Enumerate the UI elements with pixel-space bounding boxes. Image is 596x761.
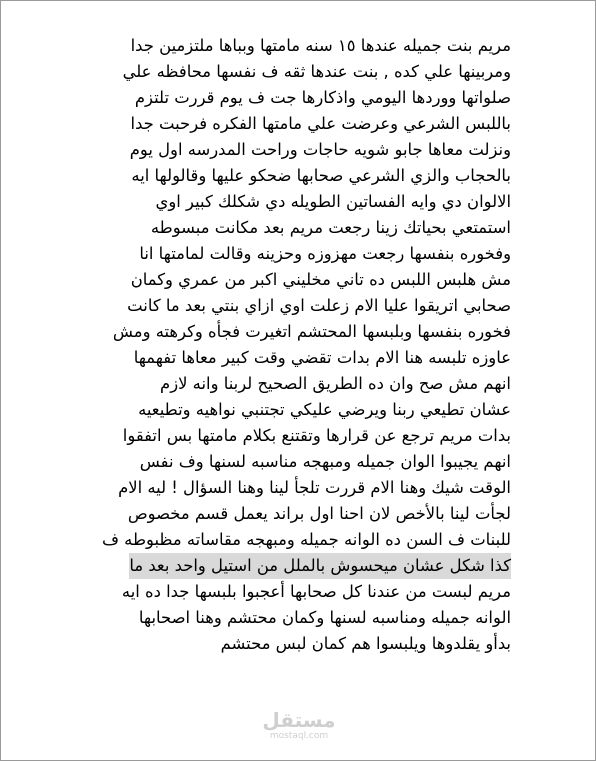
text-line: صحابي اتريقوا عليا الام زعلت اوي ازاي بنتي بعد ما كانت [127, 296, 511, 315]
highlighted-text-line: كذا شكل عشان ميحسوش بالملل من استيل واحد بعد ما [129, 553, 511, 579]
text-line: مريم لبست من عندنا كل صحابها أعجبوا بلبسها جدا ده ايه [121, 582, 511, 601]
text-line: انهم يجيبوا الوان جميله ومبهجه مناسبه لسنها وف نفس [139, 452, 511, 471]
text-line: ونزلت معاها جابو شويه حاجات وراحت المدرسه اول يوم [129, 140, 511, 159]
text-line: عاوزه تلبسه هنا الام بدات تقضي وقت كبير معاها تفهمها [133, 348, 511, 367]
text-line: باللبس الشرعي وعرضت علي مامتها الفكره فرحبت جدا [130, 114, 511, 133]
text-line: الالوان دي وايه الفساتين الطويله دي شكلك كبير اوي [155, 192, 511, 211]
text-line: فخوره بنفسها وبلبسها المحتشم اتغيرت فجأه وكرهته ومش [112, 322, 511, 341]
text-line: الوانه جميله ومناسبه لسنها وكمان محتشم وهنا اصحابها [138, 608, 511, 627]
text-line: عشان تطيعي ربنا ويرضي عليكي تجتنبي نواهيه وتطيعيه [138, 400, 511, 419]
text-line: الوقت شيك وهنا الام قررت تلجأ لينا وهنا السؤال ! ليه الام [118, 478, 511, 497]
text-line: بدأو يقلدوها ويلبسوا هم كمان لبس محتشم [220, 634, 511, 653]
text-line: للبنات ف السن ده الوانه جميله ومبهجه مقاساته مظبوطه ف [101, 530, 511, 549]
text-line: لجأت لينا بالأخص لان احنا اول براند يعمل قسم مخصوص [127, 504, 511, 523]
watermark-logo: مستقل [262, 708, 336, 732]
mostaql-watermark [259, 709, 339, 742]
text-line: بالحجاب والزي الشرعي صحابها ضحكو عليها وقالولها ايه [131, 166, 511, 185]
watermark-domain: mostaql.com [269, 731, 329, 741]
text-line: استمتعي بحياتك زينا رجعت مريم بعد مكانت مبسوطه [150, 218, 511, 237]
text-line: صلواتها ووردها اليومي واذكارها جت ف يوم قررت تلتزم [134, 88, 511, 107]
text-line: ومربينها علي كده , بنت عندها ثقه ف نفسها محافظه علي [122, 62, 511, 81]
text-line: مريم بنت جميله عندها ١٥ سنه مامتها وبباها ملتزمين جدا [130, 36, 511, 55]
text-line: مش هلبس اللبس ده تاني مخليني اكبر من عمري وكمان [130, 270, 511, 289]
text-line: وفخوره بنفسها رجعت مهزوزه وحزينه وقالت لمامتها انا [139, 244, 511, 263]
text-line: انهم مش صح وان ده الطريق الصحيح لربنا وانه لازم [160, 374, 511, 393]
text-line: بدات مريم ترجع عن قرارها وتقتنع بكلام مامتها بس اتفقوا [122, 426, 511, 445]
